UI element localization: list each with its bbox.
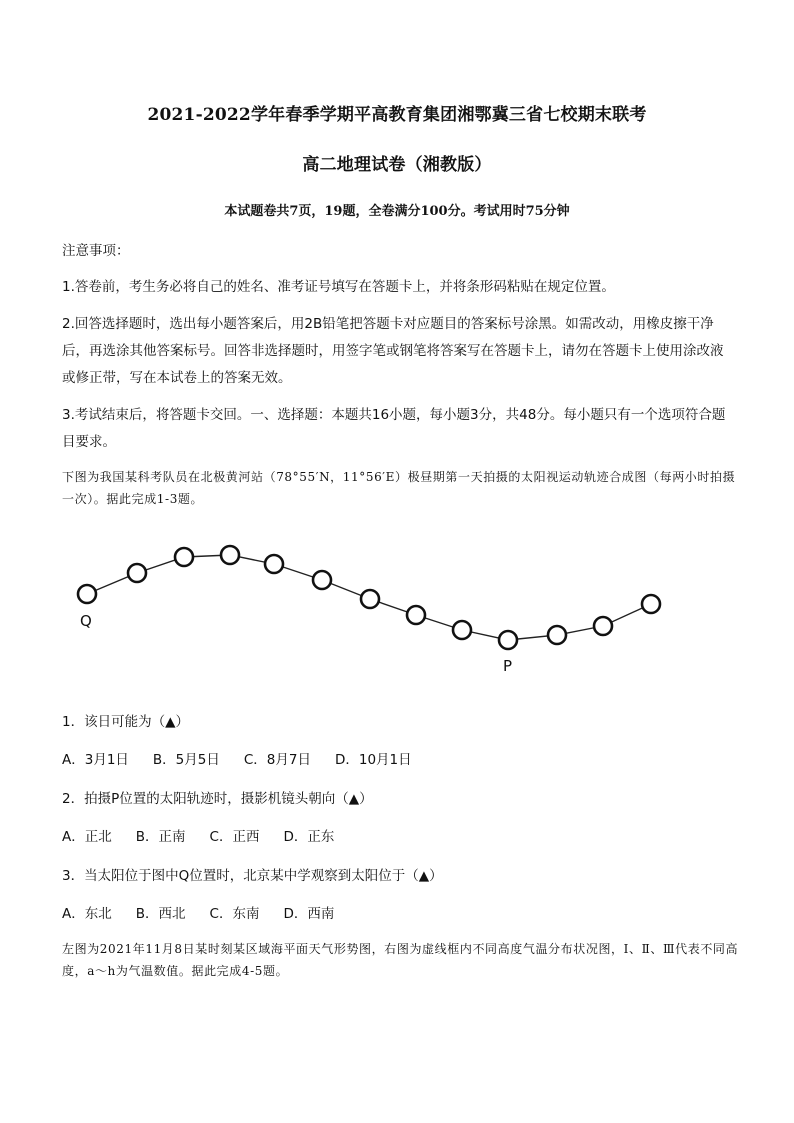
option-d: D．10月1日 bbox=[334, 752, 412, 768]
note-item-1: 1.答卷前，考生务必将自己的姓名、准考证号填写在答题卡上，并将条形码粘贴在规定位置。 bbox=[62, 279, 615, 295]
sun-position-12 bbox=[594, 617, 612, 635]
option-a: A．正北 bbox=[62, 829, 112, 845]
sun-position-7 bbox=[361, 590, 379, 608]
sun-position-11 bbox=[548, 626, 566, 644]
exam-title: 2021-2022学年春季学期平高教育集团湘鄂冀三省七校期末联考 bbox=[147, 105, 647, 125]
option-b: B．5月5日 bbox=[152, 752, 220, 768]
option-c: C．8月7日 bbox=[243, 752, 311, 768]
sun-position-9 bbox=[453, 621, 471, 639]
option-c: C．东南 bbox=[209, 906, 260, 922]
sun-position-5 bbox=[265, 555, 283, 573]
label-p: P bbox=[503, 657, 513, 675]
option-d: D．西南 bbox=[283, 906, 335, 922]
label-q: Q bbox=[80, 612, 92, 630]
question-2-stem: 2．拍摄P位置的太阳轨迹时，摄影机镜头朝向（▲） bbox=[62, 791, 373, 807]
notes-heading: 注意事项： bbox=[62, 243, 130, 259]
note-item-2: 2.回答选择题时，选出每小题答案后，用2B铅笔把答题卡对应题目的答案标号涂黑。如需改动，用橡皮擦干净后，再选涂其他答案标号。回答非选择题时，用签字笔或钢笔将答案写在答题卡上，请勿在答题卡上使用涂改液或修正带，写在本试卷上的答案无效。 bbox=[62, 316, 724, 386]
question-2-options bbox=[62, 825, 334, 845]
intro-paragraph-2: 左图为2021年11月8日某时刻某区域海平面天气形势图，右图为虚线框内不同高度气温分布状况图，Ⅰ、Ⅱ、Ⅲ代表不同高度，a～h为气温数值。据此完成4-5题。 bbox=[62, 942, 739, 978]
question-3-stem: 3．当太阳位于图中Q位置时，北京某中学观察到太阳位于（▲） bbox=[62, 868, 443, 884]
question-1-stem: 1．该日可能为（▲） bbox=[62, 714, 189, 730]
option-b: B．正南 bbox=[135, 829, 186, 845]
option-c: C．正西 bbox=[209, 829, 260, 845]
sun-trajectory-figure bbox=[60, 530, 700, 680]
exam-info: 本试题卷共7页，19题，全卷满分100分。考试用时75分钟 bbox=[224, 204, 570, 219]
exam-subtitle: 高二地理试卷（湘教版） bbox=[302, 155, 492, 175]
option-a: A．3月1日 bbox=[62, 752, 129, 768]
sun-position-13 bbox=[642, 595, 660, 613]
sun-positions bbox=[78, 546, 660, 649]
sun-position-8 bbox=[407, 606, 425, 624]
option-a: A．东北 bbox=[62, 906, 112, 922]
intro-paragraph-1: 下图为我国某科考队员在北极黄河站（78°55′N，11°56′E）极昼期第一天拍摄的太阳视运动轨迹合成图（每两小时拍摄一次）。据此完成1-3题。 bbox=[62, 470, 736, 506]
sun-position-6 bbox=[313, 571, 331, 589]
sun-position-1 bbox=[78, 585, 96, 603]
sun-position-2 bbox=[128, 564, 146, 582]
sun-position-10 bbox=[499, 631, 517, 649]
option-b: B．西北 bbox=[135, 906, 186, 922]
question-1-options bbox=[62, 748, 412, 768]
note-item-3: 3.考试结束后，将答题卡交回。一、选择题：本题共16小题，每小题3分，共48分。每小题只有一个选项符合题目要求。 bbox=[62, 407, 726, 450]
question-3-options bbox=[62, 902, 334, 922]
option-d: D．正东 bbox=[283, 829, 335, 845]
sun-position-4 bbox=[221, 546, 239, 564]
sun-position-3 bbox=[175, 548, 193, 566]
